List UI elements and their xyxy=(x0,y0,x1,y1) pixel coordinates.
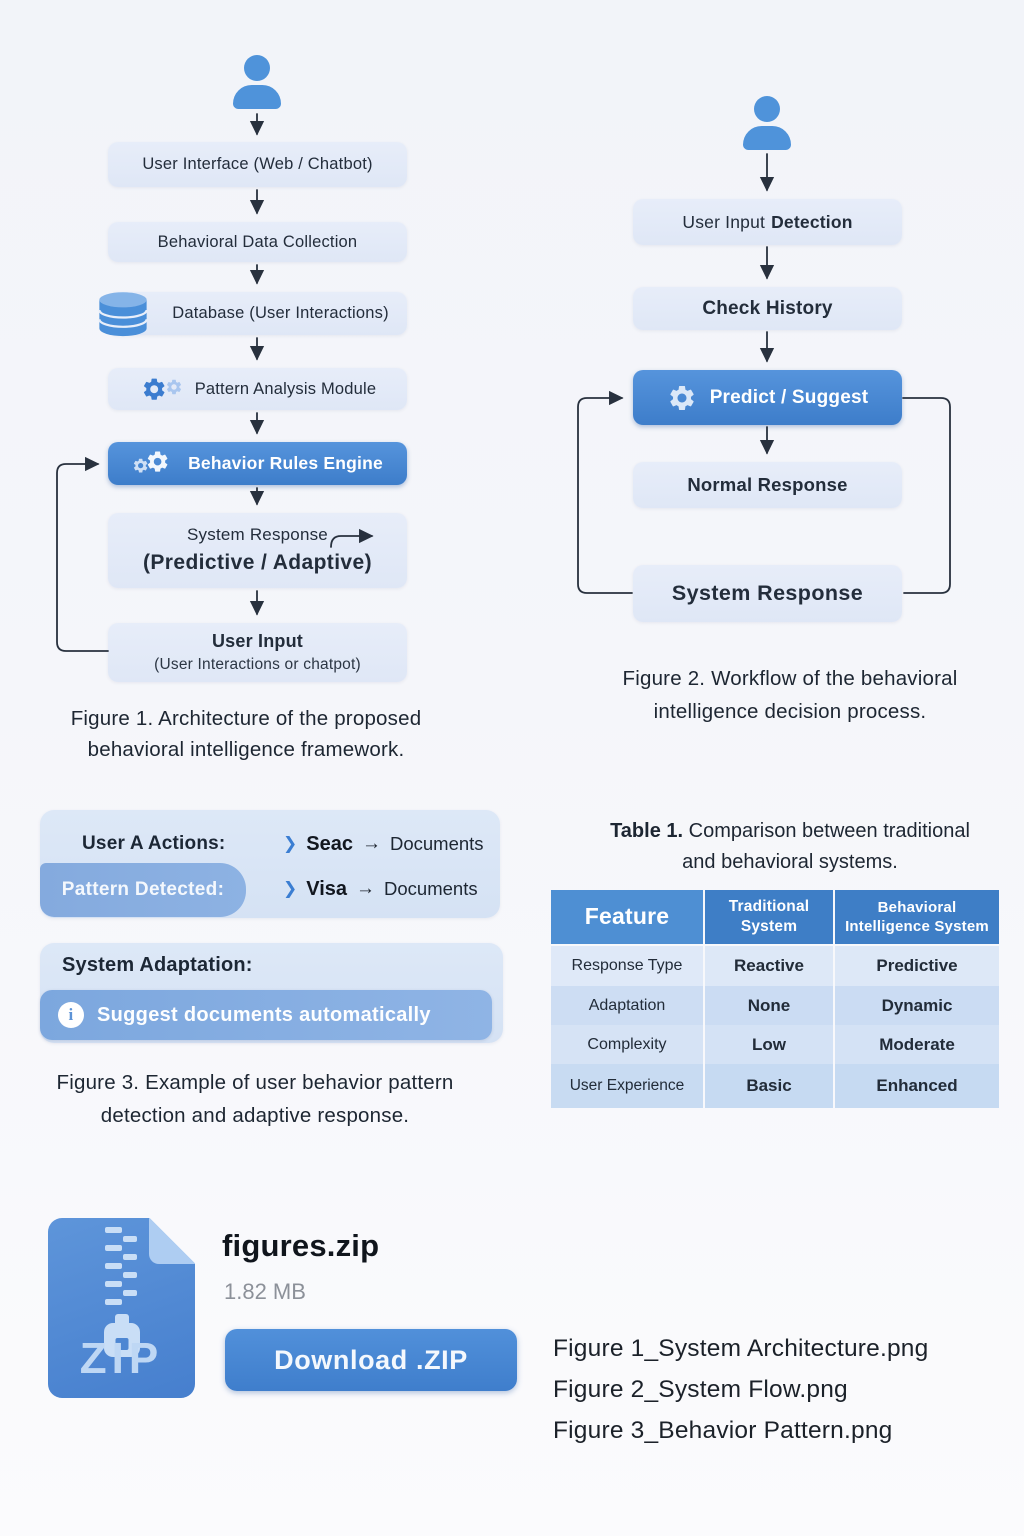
fig2-node-check-history xyxy=(633,287,902,330)
fig1-node-system-response-line1: System Response xyxy=(187,524,328,544)
fig3-suggestion-text: Suggest documents automatically xyxy=(97,1003,431,1026)
right-arrow-icon: → xyxy=(361,833,381,854)
zip-contents-list xyxy=(553,1328,928,1451)
table1-header-behavioral-line1: Behavioral xyxy=(877,898,957,916)
fig1-node-user-input-line2: (User Interactions or chatpot) xyxy=(154,656,361,674)
table1-header-traditional xyxy=(705,890,833,944)
fig1-node-database xyxy=(108,292,407,335)
figure1-caption-line1: Figure 1. Architecture of the proposed xyxy=(70,707,422,730)
fig3-action2-target: Documents xyxy=(384,878,478,899)
table-row: Response Type xyxy=(551,946,703,986)
fig3-action2-row xyxy=(283,874,478,904)
user-icon-2-head xyxy=(754,96,780,122)
user-icon-head xyxy=(244,55,270,81)
zipper-teeth xyxy=(48,1227,195,1308)
table1-title-rest: Comparison between traditional xyxy=(688,820,970,842)
fig1-node-pattern-analysis xyxy=(108,368,407,410)
fig2-node-system-response-label: System Response xyxy=(671,581,864,605)
figure3-caption xyxy=(25,1066,485,1132)
fig3-action1-term: Seac xyxy=(306,832,353,855)
figure1-caption xyxy=(34,703,458,765)
download-zip-button[interactable]: Download .ZIP xyxy=(225,1329,517,1391)
gears-icon xyxy=(139,374,183,404)
fig3-action1-target: Documents xyxy=(389,833,484,854)
fig3-action1-row xyxy=(283,829,484,859)
table1-title xyxy=(560,816,1020,878)
table1-title-line2: and behavioral systems. xyxy=(682,851,898,873)
fig1-node-system-response-line2: (Predictive / Adaptive) xyxy=(143,550,372,574)
fig2-node-normal-response xyxy=(633,462,902,508)
zip-badge-label: ZIP xyxy=(79,1334,164,1383)
table1-header-behavioral xyxy=(835,890,999,944)
fig1-node-rules-engine-label: Behavior Rules Engine xyxy=(188,453,383,473)
fig2-node-predict-suggest xyxy=(633,370,902,425)
table-cell: Moderate xyxy=(835,1025,999,1064)
chevron-icon: ❯ xyxy=(283,834,298,853)
fig3-user-actions-label: User A Actions: xyxy=(82,833,226,854)
fig2-node-system-response xyxy=(633,565,902,622)
fig1-node-data-collection xyxy=(108,222,407,262)
table-cell: Enhanced xyxy=(835,1064,999,1108)
figure3-caption-line2: detection and adaptive response. xyxy=(100,1104,410,1127)
table1-header-behavioral-line2: Intelligence System xyxy=(845,918,989,935)
fig1-node-user-interface xyxy=(108,142,407,187)
right-arrow-icon: → xyxy=(356,878,376,899)
figure1-caption-line2: behavioral intelligence framework. xyxy=(87,738,405,761)
table-cell: Dynamic xyxy=(835,986,999,1025)
user-icon-2 xyxy=(743,96,791,150)
fig2-node-check-history-label: Check History xyxy=(702,297,833,319)
fig3-action2-term: Visa xyxy=(306,877,348,900)
list-item: Figure 1_System Architecture.png xyxy=(553,1335,929,1362)
user-icon-2-torso xyxy=(743,126,791,150)
fig2-node-predict-suggest-label: Predict / Suggest xyxy=(709,386,869,408)
fig2-node-input-detection xyxy=(633,199,902,245)
fig3-suggestion-pill xyxy=(40,990,492,1040)
gears-icon-white xyxy=(132,449,174,479)
table-row: User Experience xyxy=(551,1064,703,1108)
fig3-system-adaptation-label: System Adaptation: xyxy=(62,954,253,976)
fig1-node-user-input-line1: User Input xyxy=(211,631,303,652)
fig3-user-actions-row xyxy=(82,829,225,859)
table1-header-feature-line1: Feature xyxy=(584,903,670,930)
fig1-node-database-label: Database (User Interactions) xyxy=(172,304,389,322)
figure2-caption-line2: intelligence decision process. xyxy=(653,700,927,723)
table1-header-traditional-line1: Traditional xyxy=(728,897,810,915)
download-filename: figures.zip xyxy=(222,1228,380,1263)
table-row: Adaptation xyxy=(551,986,703,1025)
fig3-pattern-detected-label: Pattern Detected: xyxy=(61,879,225,900)
fig1-node-rules-engine xyxy=(108,442,407,485)
fig1-node-pattern-analysis-label: Pattern Analysis Module xyxy=(194,379,377,398)
user-icon-torso xyxy=(233,85,281,109)
table1-header-feature xyxy=(551,890,703,944)
fig2-node-input-detection-bold: Detection xyxy=(771,211,853,232)
fig1-node-system-response xyxy=(108,513,407,588)
download-filesize: 1.82 MB xyxy=(224,1279,306,1304)
info-icon: i xyxy=(58,1002,84,1028)
figure2-caption-line1: Figure 2. Workflow of the behavioral xyxy=(622,667,958,690)
gear-icon-white xyxy=(667,383,697,413)
figure3-caption-line1: Figure 3. Example of user behavior pattern xyxy=(56,1071,454,1094)
table-cell: Basic xyxy=(705,1064,833,1108)
table1-title-prefix: Table 1. xyxy=(610,820,684,842)
fig3-pattern-detected-pill xyxy=(40,863,246,917)
database-icon xyxy=(96,290,150,345)
table-cell: Reactive xyxy=(705,946,833,986)
table1-header-traditional-line2: System xyxy=(740,918,798,935)
list-item: Figure 2_System Flow.png xyxy=(553,1376,848,1403)
table-cell: Low xyxy=(705,1025,833,1064)
fig1-node-user-interface-label: User Interface (Web / Chatbot) xyxy=(142,155,373,173)
figure2-caption xyxy=(590,662,990,728)
table-cell: None xyxy=(705,986,833,1025)
table-cell: Predictive xyxy=(835,946,999,986)
zip-file-icon xyxy=(48,1218,195,1398)
list-item: Figure 3_Behavior Pattern.png xyxy=(553,1417,893,1444)
table-row: Complexity xyxy=(551,1025,703,1064)
fig2-node-input-detection-normal: User Input xyxy=(682,211,766,232)
fig1-node-data-collection-label: Behavioral Data Collection xyxy=(157,232,358,251)
chevron-icon: ❯ xyxy=(283,879,298,898)
user-icon xyxy=(233,55,281,109)
fig2-node-normal-response-label: Normal Response xyxy=(687,474,848,495)
fig1-node-user-input xyxy=(108,623,407,682)
